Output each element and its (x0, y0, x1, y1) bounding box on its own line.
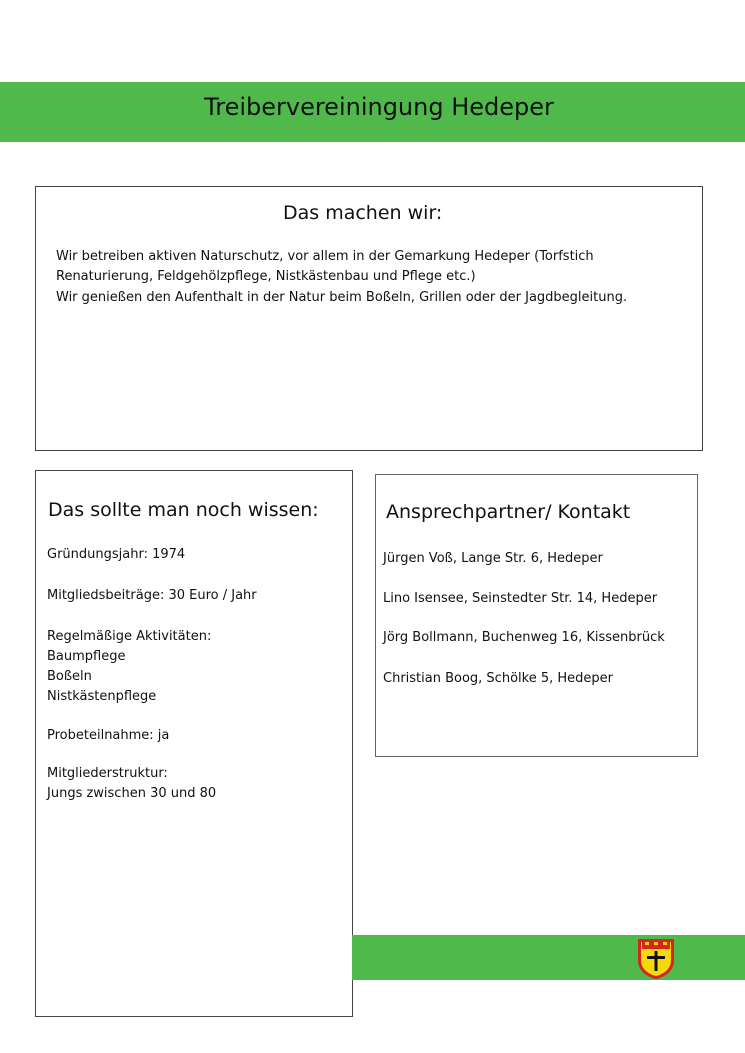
contact-item: Christian Boog, Schölke 5, Hedeper (383, 671, 613, 686)
about-line-2: Renaturierung, Feldgehölzpflege, Nistkästenbau und Pflege etc.) (56, 269, 476, 284)
about-heading: Das machen wir: (283, 202, 443, 224)
contact-item: Lino Isensee, Seinstedter Str. 14, Hedeper (383, 591, 658, 606)
activity-item: Baumpflege (47, 649, 126, 664)
contact-item: Jörg Bollmann, Buchenweg 16, Kissenbrück (383, 630, 665, 645)
trial-text: Probeteilnahme: ja (47, 728, 170, 743)
structure-label: Mitgliederstruktur: (47, 766, 168, 781)
fee-text: Mitgliedsbeiträge: 30 Euro / Jahr (47, 588, 257, 603)
founded-text: Gründungsjahr: 1974 (47, 547, 186, 562)
coat-of-arms-icon (636, 936, 676, 980)
about-line-1: Wir betreiben aktiven Naturschutz, vor allem in der Gemarkung Hedeper (Torfstich (56, 249, 594, 264)
activity-item: Boßeln (47, 669, 92, 684)
about-box (35, 186, 703, 451)
activity-item: Nistkästenpflege (47, 689, 157, 704)
footer-band (352, 935, 745, 980)
activities-label: Regelmäßige Aktivitäten: (47, 629, 212, 644)
page-title: Treibervereiningung Hedeper (204, 93, 554, 121)
facts-heading: Das sollte man noch wissen: (48, 499, 319, 521)
about-line-3: Wir genießen den Aufenthalt in der Natur beim Boßeln, Grillen oder der Jagdbegleitung. (56, 290, 628, 305)
facts-box (35, 470, 353, 1017)
contact-item: Jürgen Voß, Lange Str. 6, Hedeper (383, 551, 603, 566)
contacts-box (375, 474, 698, 757)
structure-text: Jungs zwischen 30 und 80 (47, 786, 217, 801)
contacts-heading: Ansprechpartner/ Kontakt (386, 501, 631, 523)
